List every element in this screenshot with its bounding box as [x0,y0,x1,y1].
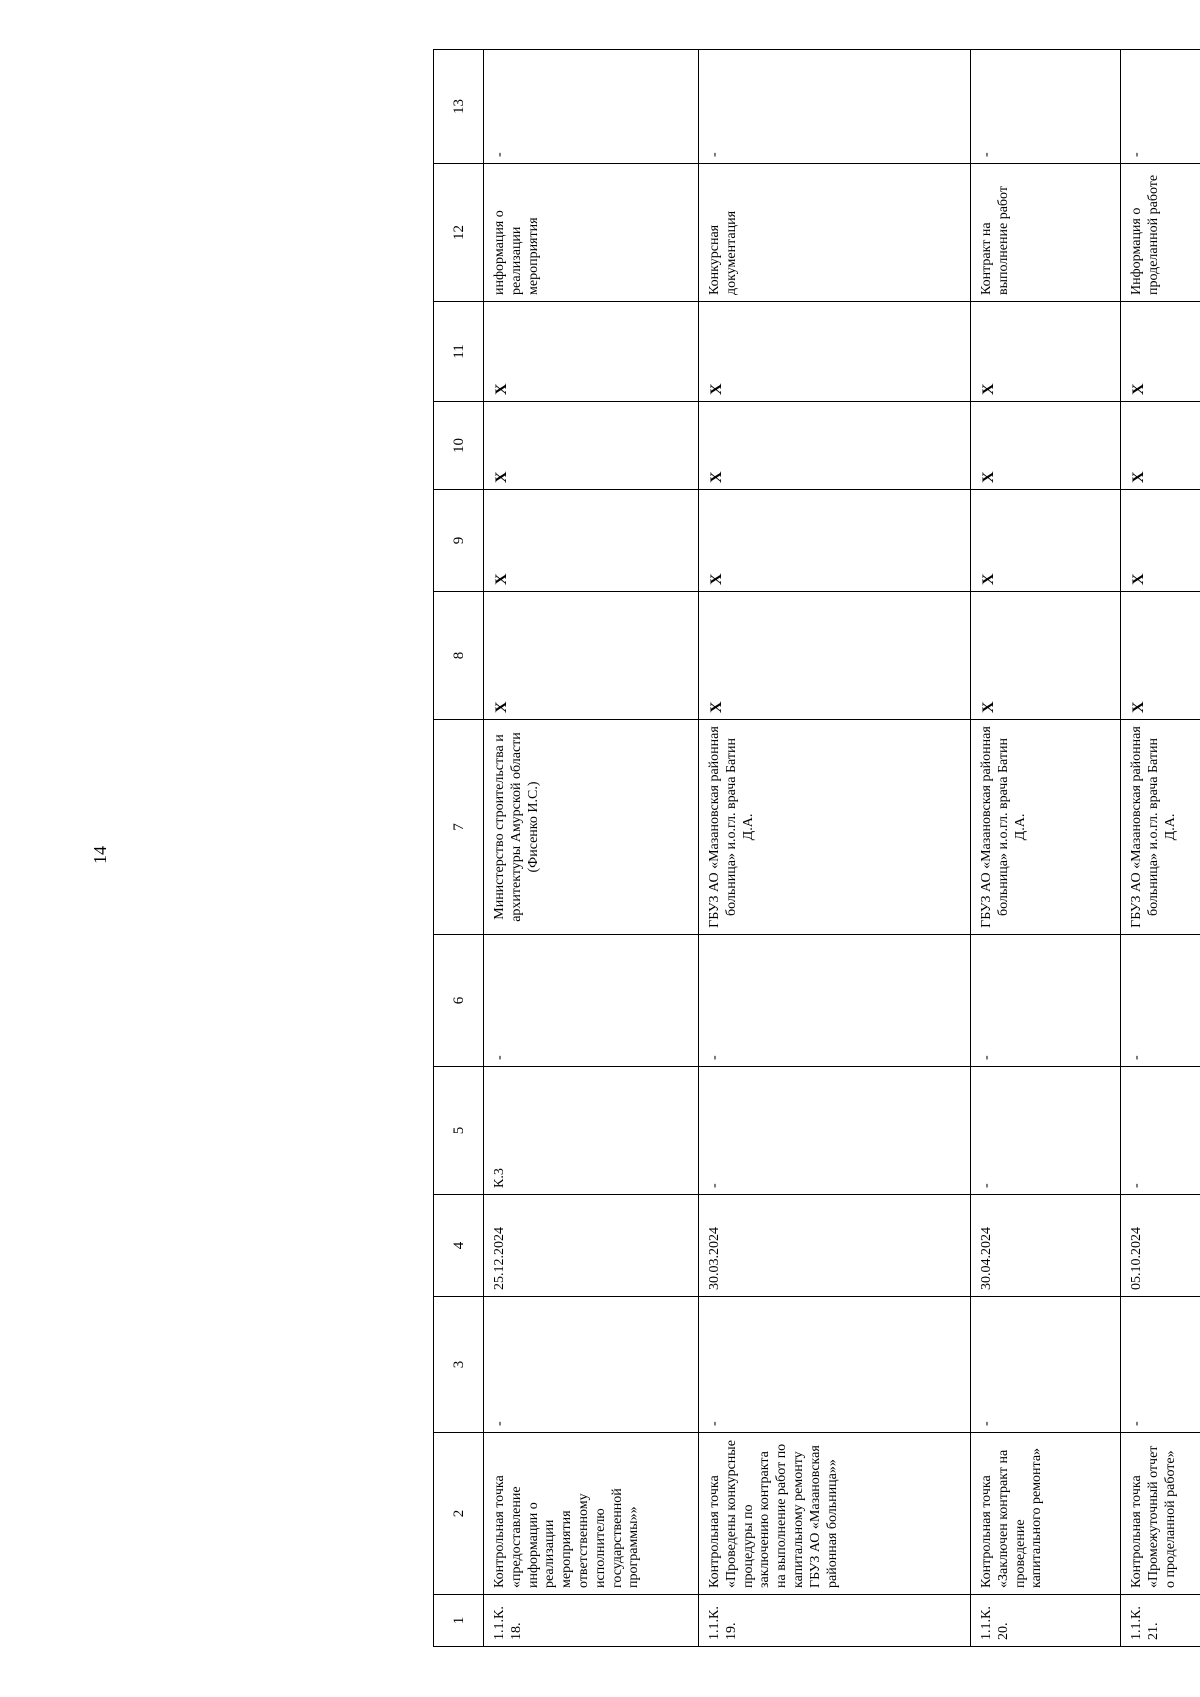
cell-col3: - [484,1297,699,1433]
mark-col11: X [971,302,1121,402]
due-date: 30.03.2024 [699,1195,971,1297]
control-point-name: Контрольная точка «предоставление информации о реализации мероприятия ответственному исполнителю государственной программы»» [484,1433,699,1595]
responsible-executor: ГБУЗ АО «Мазановская районная больница» и.о.гл. врача Батин Д.А. [699,720,971,935]
due-date: 05.10.2024 [1121,1195,1200,1297]
mark-col8: X [484,592,699,720]
row-id: 1.1.К. 20. [971,1595,1121,1647]
row-id: 1.1.К. 21. [1121,1595,1200,1647]
col-header: 5 [434,1067,484,1195]
cell-col5: - [971,1067,1121,1195]
cell-col3: - [1121,1297,1200,1433]
control-point-name: Контрольная точка «Промежуточный отчет о проделанной работе» [1121,1433,1200,1595]
responsible-executor: Министерство строительства и архитектуры Амурской области (Фисенко И.С.) [484,720,699,935]
row-id: 1.1.К. 19. [699,1595,971,1647]
mark-col10: X [971,402,1121,490]
mark-col11: X [1121,302,1200,402]
mark-col8: X [699,592,971,720]
control-points-table [433,49,1200,1647]
table-row [1121,50,1200,1647]
due-date: 30.04.2024 [971,1195,1121,1297]
mark-col8: X [1121,592,1200,720]
table-row [699,50,971,1647]
mark-col9: X [699,490,971,592]
control-point-name: Контрольная точка «Заключен контракт на проведение капитального ремонта» [971,1433,1121,1595]
cell-col3: - [971,1297,1121,1433]
col-header: 6 [434,935,484,1067]
cell-col13: - [1121,50,1200,164]
rotated-table-wrapper [433,99,1200,1647]
cell-col5: - [699,1067,971,1195]
cell-col6: - [971,935,1121,1067]
mark-col10: X [1121,402,1200,490]
col-header: 2 [434,1433,484,1595]
row-id: 1.1.К. 18. [484,1595,699,1647]
col-header: 12 [434,164,484,302]
mark-col10: X [484,402,699,490]
cell-col6: - [699,935,971,1067]
responsible-executor: ГБУЗ АО «Мазановская районная больница» и.о.гл. врача Батин Д.А. [1121,720,1200,935]
cell-col13: - [699,50,971,164]
cell-col6: - [484,935,699,1067]
table-row [971,50,1121,1647]
cell-col5: К.3 [484,1067,699,1195]
col-header: 9 [434,490,484,592]
responsible-executor: ГБУЗ АО «Мазановская районная больница» и.о.гл. врача Батин Д.А. [971,720,1121,935]
mark-col9: X [484,490,699,592]
document-type: Конкурсная документация [699,164,971,302]
mark-col8: X [971,592,1121,720]
mark-col11: X [484,302,699,402]
cell-col13: - [971,50,1121,164]
mark-col11: X [699,302,971,402]
col-header: 8 [434,592,484,720]
due-date: 25.12.2024 [484,1195,699,1297]
document-type: информация о реализации мероприятия [484,164,699,302]
col-header: 3 [434,1297,484,1433]
col-header: 7 [434,720,484,935]
page-number: 14 [90,846,110,864]
document-type: Информация о проделанной работе [1121,164,1200,302]
cell-col13: - [484,50,699,164]
cell-col6: - [1121,935,1200,1067]
col-header: 11 [434,302,484,402]
col-header: 1 [434,1595,484,1647]
table-row [484,50,699,1647]
mark-col9: X [971,490,1121,592]
header-row [434,50,484,1647]
cell-col5: - [1121,1067,1200,1195]
cell-col3: - [699,1297,971,1433]
mark-col10: X [699,402,971,490]
col-header: 10 [434,402,484,490]
col-header: 4 [434,1195,484,1297]
control-point-name: Контрольная точка «Проведены конкурсные процедуры по заключению контракта на выполнение работ по капитальному ремонту ГБУЗ АО «Мазановская районная больница»» [699,1433,971,1595]
document-type: Контракт на выполнение работ [971,164,1121,302]
mark-col9: X [1121,490,1200,592]
col-header: 13 [434,50,484,164]
